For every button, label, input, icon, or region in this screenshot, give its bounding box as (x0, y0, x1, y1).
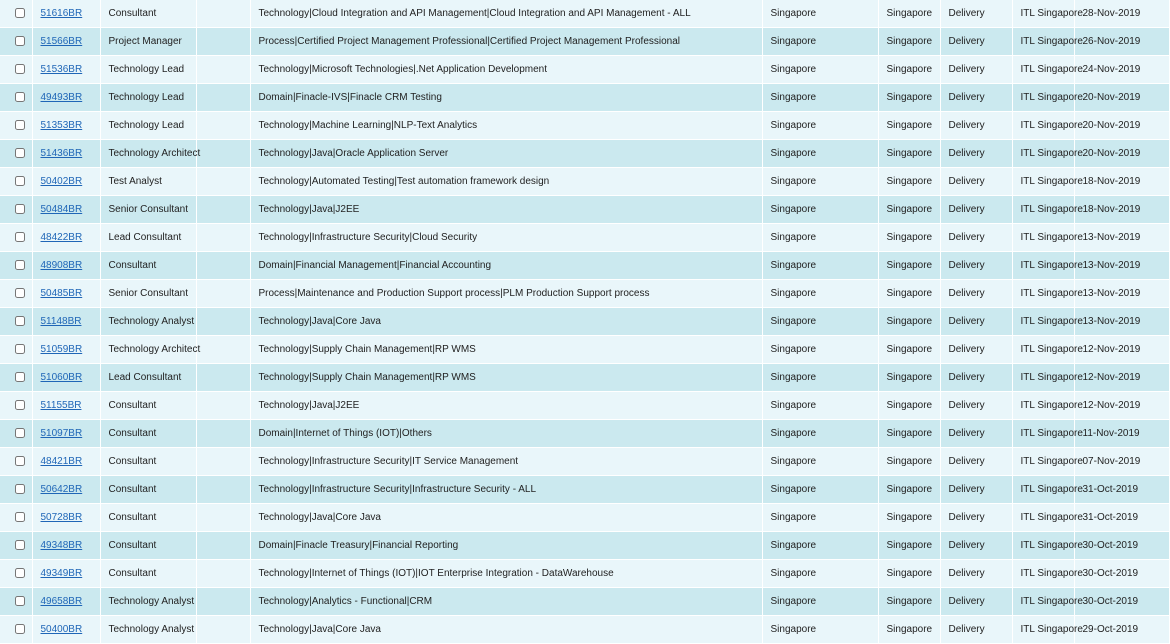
row-select-checkbox[interactable] (15, 260, 25, 270)
job-country: Singapore (762, 588, 878, 616)
job-id-cell (32, 252, 100, 280)
job-posted-date: 31-Oct-2019 (1074, 504, 1169, 532)
row-select-checkbox[interactable] (15, 36, 25, 46)
job-country: Singapore (762, 448, 878, 476)
job-id-link[interactable]: 49348BR (40, 539, 83, 551)
job-role: Test Analyst (100, 168, 196, 196)
empty-cell (196, 112, 250, 140)
job-role: Consultant (100, 476, 196, 504)
job-country: Singapore (762, 532, 878, 560)
job-country: Singapore (762, 168, 878, 196)
job-id-cell (32, 336, 100, 364)
empty-cell (196, 252, 250, 280)
job-country: Singapore (762, 308, 878, 336)
empty-cell (196, 532, 250, 560)
row-select-checkbox[interactable] (15, 456, 25, 466)
job-city: Singapore (878, 448, 940, 476)
job-function: Delivery (940, 140, 1012, 168)
table-row (0, 560, 1169, 588)
job-posted-date: 18-Nov-2019 (1074, 168, 1169, 196)
job-id-cell (32, 504, 100, 532)
job-function: Delivery (940, 168, 1012, 196)
empty-cell (196, 224, 250, 252)
empty-cell (196, 420, 250, 448)
job-skill: Technology|Microsoft Technologies|.Net Application Development (250, 56, 762, 84)
row-select-cell (0, 448, 32, 476)
row-select-checkbox[interactable] (15, 344, 25, 354)
table-row (0, 252, 1169, 280)
job-skill: Technology|Analytics - Functional|CRM (250, 588, 762, 616)
job-id-link[interactable]: 48421BR (40, 455, 83, 467)
job-company: ITL Singapore (1012, 168, 1074, 196)
job-country: Singapore (762, 224, 878, 252)
job-city: Singapore (878, 392, 940, 420)
job-city: Singapore (878, 28, 940, 56)
empty-cell (196, 560, 250, 588)
row-select-cell (0, 532, 32, 560)
job-country: Singapore (762, 84, 878, 112)
job-skill: Technology|Supply Chain Management|RP WMS (250, 336, 762, 364)
job-country: Singapore (762, 56, 878, 84)
job-function: Delivery (940, 252, 1012, 280)
empty-cell (196, 588, 250, 616)
job-skill: Domain|Financial Management|Financial Accounting (250, 252, 762, 280)
row-select-cell (0, 224, 32, 252)
row-select-checkbox[interactable] (15, 120, 25, 130)
table-row (0, 364, 1169, 392)
job-role: Consultant (100, 448, 196, 476)
row-select-cell (0, 336, 32, 364)
job-posted-date: 12-Nov-2019 (1074, 336, 1169, 364)
row-select-cell (0, 280, 32, 308)
table-row (0, 0, 1169, 28)
job-city: Singapore (878, 112, 940, 140)
job-role: Consultant (100, 252, 196, 280)
job-skill: Technology|Java|J2EE (250, 196, 762, 224)
job-country: Singapore (762, 0, 878, 28)
table-row (0, 336, 1169, 364)
job-country: Singapore (762, 420, 878, 448)
job-id-link[interactable]: 51353BR (40, 119, 83, 131)
job-function: Delivery (940, 532, 1012, 560)
empty-cell (196, 616, 250, 644)
row-select-checkbox[interactable] (15, 92, 25, 102)
job-company: ITL Singapore (1012, 616, 1074, 644)
table-row (0, 84, 1169, 112)
row-select-cell (0, 28, 32, 56)
job-function: Delivery (940, 364, 1012, 392)
row-select-checkbox[interactable] (15, 64, 25, 74)
table-row (0, 28, 1169, 56)
row-select-cell (0, 364, 32, 392)
job-city: Singapore (878, 0, 940, 28)
job-id-link[interactable]: 51436BR (40, 147, 83, 159)
job-company: ITL Singapore (1012, 56, 1074, 84)
table-row (0, 448, 1169, 476)
job-id-link[interactable]: 51536BR (40, 63, 83, 75)
job-id-cell (32, 308, 100, 336)
job-id-cell (32, 28, 100, 56)
row-select-cell (0, 392, 32, 420)
job-function: Delivery (940, 56, 1012, 84)
row-select-checkbox[interactable] (15, 204, 25, 214)
row-select-cell (0, 168, 32, 196)
job-id-cell (32, 560, 100, 588)
job-id-link[interactable]: 51148BR (40, 315, 82, 327)
empty-cell (196, 364, 250, 392)
row-select-checkbox[interactable] (15, 624, 25, 634)
job-company: ITL Singapore (1012, 308, 1074, 336)
job-city: Singapore (878, 252, 940, 280)
empty-cell (196, 476, 250, 504)
job-country: Singapore (762, 196, 878, 224)
job-role: Technology Analyst (100, 588, 196, 616)
job-city: Singapore (878, 336, 940, 364)
row-select-checkbox[interactable] (15, 148, 25, 158)
job-country: Singapore (762, 560, 878, 588)
job-city: Singapore (878, 196, 940, 224)
row-select-cell (0, 504, 32, 532)
table-row (0, 420, 1169, 448)
row-select-cell (0, 0, 32, 28)
table-row (0, 476, 1169, 504)
empty-cell (196, 140, 250, 168)
job-id-link[interactable]: 50485BR (40, 287, 83, 299)
job-skill: Technology|Internet of Things (IOT)|IOT Enterprise Integration - DataWarehouse (250, 560, 762, 588)
job-skill: Technology|Java|Core Java (250, 504, 762, 532)
row-select-checkbox[interactable] (15, 372, 25, 382)
job-id-cell (32, 364, 100, 392)
job-city: Singapore (878, 560, 940, 588)
job-id-link[interactable]: 50400BR (40, 623, 83, 635)
row-select-cell (0, 476, 32, 504)
job-id-cell (32, 112, 100, 140)
job-posted-date: 29-Oct-2019 (1074, 616, 1169, 644)
job-function: Delivery (940, 308, 1012, 336)
table-row (0, 308, 1169, 336)
job-company: ITL Singapore (1012, 364, 1074, 392)
job-role: Consultant (100, 392, 196, 420)
job-id-link[interactable]: 50402BR (40, 175, 83, 187)
job-city: Singapore (878, 168, 940, 196)
job-posted-date: 30-Oct-2019 (1074, 560, 1169, 588)
job-id-link[interactable]: 51060BR (40, 371, 83, 383)
job-skill: Technology|Cloud Integration and API Management|Cloud Integration and API Management - ALL (250, 0, 762, 28)
job-skill: Technology|Infrastructure Security|IT Service Management (250, 448, 762, 476)
job-country: Singapore (762, 392, 878, 420)
job-function: Delivery (940, 84, 1012, 112)
job-country: Singapore (762, 112, 878, 140)
job-company: ITL Singapore (1012, 448, 1074, 476)
job-skill: Technology|Infrastructure Security|Cloud Security (250, 224, 762, 252)
job-role: Consultant (100, 504, 196, 532)
job-posted-date: 18-Nov-2019 (1074, 196, 1169, 224)
job-company: ITL Singapore (1012, 476, 1074, 504)
job-country: Singapore (762, 280, 878, 308)
job-posted-date: 28-Nov-2019 (1074, 0, 1169, 28)
job-skill: Technology|Java|Core Java (250, 616, 762, 644)
row-select-cell (0, 588, 32, 616)
job-id-link[interactable]: 51566BR (40, 35, 83, 47)
job-function: Delivery (940, 0, 1012, 28)
row-select-checkbox[interactable] (15, 568, 25, 578)
job-role: Technology Lead (100, 112, 196, 140)
row-select-cell (0, 56, 32, 84)
job-function: Delivery (940, 616, 1012, 644)
job-city: Singapore (878, 84, 940, 112)
empty-cell (196, 336, 250, 364)
job-id-link[interactable]: 51155BR (40, 399, 82, 411)
job-role: Project Manager (100, 28, 196, 56)
job-company: ITL Singapore (1012, 280, 1074, 308)
job-function: Delivery (940, 224, 1012, 252)
job-id-link[interactable]: 48908BR (40, 259, 83, 271)
row-select-checkbox[interactable] (15, 512, 25, 522)
empty-cell (196, 168, 250, 196)
job-id-link[interactable]: 51616BR (40, 7, 83, 19)
table-row (0, 56, 1169, 84)
job-country: Singapore (762, 336, 878, 364)
job-posted-date: 30-Oct-2019 (1074, 588, 1169, 616)
job-function: Delivery (940, 504, 1012, 532)
empty-cell (196, 0, 250, 28)
job-country: Singapore (762, 364, 878, 392)
job-skill: Technology|Machine Learning|NLP-Text Analytics (250, 112, 762, 140)
job-company: ITL Singapore (1012, 392, 1074, 420)
job-role: Consultant (100, 0, 196, 28)
row-select-cell (0, 560, 32, 588)
row-select-checkbox[interactable] (15, 596, 25, 606)
job-function: Delivery (940, 336, 1012, 364)
empty-cell (196, 28, 250, 56)
job-id-cell (32, 168, 100, 196)
job-role: Consultant (100, 420, 196, 448)
job-role: Technology Lead (100, 84, 196, 112)
job-company: ITL Singapore (1012, 112, 1074, 140)
row-select-cell (0, 84, 32, 112)
table-row (0, 196, 1169, 224)
job-function: Delivery (940, 28, 1012, 56)
job-id-cell (32, 420, 100, 448)
job-posted-date: 13-Nov-2019 (1074, 280, 1169, 308)
job-posted-date: 20-Nov-2019 (1074, 84, 1169, 112)
job-company: ITL Singapore (1012, 504, 1074, 532)
job-function: Delivery (940, 588, 1012, 616)
job-posted-date: 31-Oct-2019 (1074, 476, 1169, 504)
job-country: Singapore (762, 504, 878, 532)
job-role: Technology Architect (100, 336, 196, 364)
table-row (0, 140, 1169, 168)
job-role: Lead Consultant (100, 364, 196, 392)
row-select-checkbox[interactable] (15, 540, 25, 550)
job-country: Singapore (762, 616, 878, 644)
job-id-cell (32, 0, 100, 28)
job-id-cell (32, 532, 100, 560)
job-posted-date: 20-Nov-2019 (1074, 112, 1169, 140)
job-city: Singapore (878, 588, 940, 616)
job-id-cell (32, 56, 100, 84)
job-role: Lead Consultant (100, 224, 196, 252)
empty-cell (196, 448, 250, 476)
job-skill: Technology|Supply Chain Management|RP WMS (250, 364, 762, 392)
job-city: Singapore (878, 140, 940, 168)
job-country: Singapore (762, 140, 878, 168)
job-company: ITL Singapore (1012, 28, 1074, 56)
table-row (0, 112, 1169, 140)
job-city: Singapore (878, 532, 940, 560)
job-company: ITL Singapore (1012, 0, 1074, 28)
job-skill: Technology|Java|Oracle Application Server (250, 140, 762, 168)
job-company: ITL Singapore (1012, 196, 1074, 224)
job-id-cell (32, 616, 100, 644)
empty-cell (196, 56, 250, 84)
row-select-cell (0, 112, 32, 140)
job-skill: Domain|Finacle Treasury|Financial Reporting (250, 532, 762, 560)
job-company: ITL Singapore (1012, 560, 1074, 588)
job-company: ITL Singapore (1012, 336, 1074, 364)
job-city: Singapore (878, 616, 940, 644)
job-role: Technology Analyst (100, 308, 196, 336)
job-role: Senior Consultant (100, 280, 196, 308)
job-posted-date: 07-Nov-2019 (1074, 448, 1169, 476)
job-skill: Technology|Java|Core Java (250, 308, 762, 336)
job-id-cell (32, 224, 100, 252)
job-function: Delivery (940, 280, 1012, 308)
row-select-cell (0, 140, 32, 168)
job-id-cell (32, 84, 100, 112)
job-id-cell (32, 588, 100, 616)
row-select-cell (0, 252, 32, 280)
empty-cell (196, 308, 250, 336)
job-city: Singapore (878, 364, 940, 392)
job-function: Delivery (940, 560, 1012, 588)
empty-cell (196, 84, 250, 112)
job-skill: Technology|Infrastructure Security|Infrastructure Security - ALL (250, 476, 762, 504)
job-function: Delivery (940, 476, 1012, 504)
table-row (0, 616, 1169, 644)
job-id-link[interactable]: 50484BR (40, 203, 83, 215)
job-id-link[interactable]: 50728BR (40, 511, 83, 523)
empty-cell (196, 392, 250, 420)
job-posted-date: 11-Nov-2019 (1074, 420, 1169, 448)
job-function: Delivery (940, 448, 1012, 476)
table-row (0, 392, 1169, 420)
job-city: Singapore (878, 56, 940, 84)
empty-cell (196, 280, 250, 308)
job-id-cell (32, 476, 100, 504)
job-country: Singapore (762, 252, 878, 280)
job-skill: Process|Certified Project Management Professional|Certified Project Management Professional (250, 28, 762, 56)
table-row (0, 280, 1169, 308)
table-row (0, 532, 1169, 560)
job-city: Singapore (878, 476, 940, 504)
row-select-checkbox[interactable] (15, 484, 25, 494)
job-role: Technology Lead (100, 56, 196, 84)
job-city: Singapore (878, 504, 940, 532)
row-select-cell (0, 420, 32, 448)
job-id-link[interactable]: 49493BR (40, 91, 83, 103)
job-function: Delivery (940, 196, 1012, 224)
job-company: ITL Singapore (1012, 588, 1074, 616)
job-country: Singapore (762, 28, 878, 56)
empty-cell (196, 196, 250, 224)
table-row (0, 504, 1169, 532)
job-posted-date: 13-Nov-2019 (1074, 252, 1169, 280)
job-skill: Domain|Internet of Things (IOT)|Others (250, 420, 762, 448)
job-city: Singapore (878, 280, 940, 308)
job-role: Consultant (100, 532, 196, 560)
empty-cell (196, 504, 250, 532)
job-function: Delivery (940, 112, 1012, 140)
row-select-cell (0, 616, 32, 644)
job-company: ITL Singapore (1012, 224, 1074, 252)
table-row (0, 588, 1169, 616)
job-id-link[interactable]: 51059BR (40, 343, 83, 355)
job-function: Delivery (940, 420, 1012, 448)
row-select-checkbox[interactable] (15, 288, 25, 298)
job-role: Technology Architect (100, 140, 196, 168)
job-city: Singapore (878, 308, 940, 336)
job-posted-date: 13-Nov-2019 (1074, 224, 1169, 252)
table-row (0, 168, 1169, 196)
job-posted-date: 12-Nov-2019 (1074, 364, 1169, 392)
row-select-checkbox[interactable] (15, 400, 25, 410)
job-id-link[interactable]: 49349BR (40, 567, 83, 579)
row-select-checkbox[interactable] (15, 428, 25, 438)
job-function: Delivery (940, 392, 1012, 420)
job-company: ITL Singapore (1012, 532, 1074, 560)
row-select-checkbox[interactable] (15, 8, 25, 18)
job-id-cell (32, 392, 100, 420)
job-city: Singapore (878, 224, 940, 252)
row-select-cell (0, 196, 32, 224)
job-id-link[interactable]: 51097BR (40, 427, 83, 439)
job-role: Senior Consultant (100, 196, 196, 224)
job-city: Singapore (878, 420, 940, 448)
job-posted-date: 26-Nov-2019 (1074, 28, 1169, 56)
job-id-cell (32, 196, 100, 224)
job-country: Singapore (762, 476, 878, 504)
job-id-cell (32, 280, 100, 308)
job-company: ITL Singapore (1012, 420, 1074, 448)
job-skill: Technology|Java|J2EE (250, 392, 762, 420)
row-select-checkbox[interactable] (15, 176, 25, 186)
job-skill: Domain|Finacle-IVS|Finacle CRM Testing (250, 84, 762, 112)
job-posted-date: 30-Oct-2019 (1074, 532, 1169, 560)
job-posted-date: 13-Nov-2019 (1074, 308, 1169, 336)
job-id-link[interactable]: 49658BR (40, 595, 83, 607)
row-select-checkbox[interactable] (15, 232, 25, 242)
job-id-link[interactable]: 48422BR (40, 231, 83, 243)
job-posted-date: 20-Nov-2019 (1074, 140, 1169, 168)
job-id-link[interactable]: 50642BR (40, 483, 83, 495)
table-row (0, 224, 1169, 252)
row-select-cell (0, 308, 32, 336)
job-posted-date: 24-Nov-2019 (1074, 56, 1169, 84)
job-id-cell (32, 140, 100, 168)
job-role: Technology Analyst (100, 616, 196, 644)
job-id-cell (32, 448, 100, 476)
job-posted-date: 12-Nov-2019 (1074, 392, 1169, 420)
job-role: Consultant (100, 560, 196, 588)
job-skill: Technology|Automated Testing|Test automation framework design (250, 168, 762, 196)
job-skill: Process|Maintenance and Production Support process|PLM Production Support process (250, 280, 762, 308)
job-company: ITL Singapore (1012, 84, 1074, 112)
row-select-checkbox[interactable] (15, 316, 25, 326)
job-company: ITL Singapore (1012, 140, 1074, 168)
job-company: ITL Singapore (1012, 252, 1074, 280)
